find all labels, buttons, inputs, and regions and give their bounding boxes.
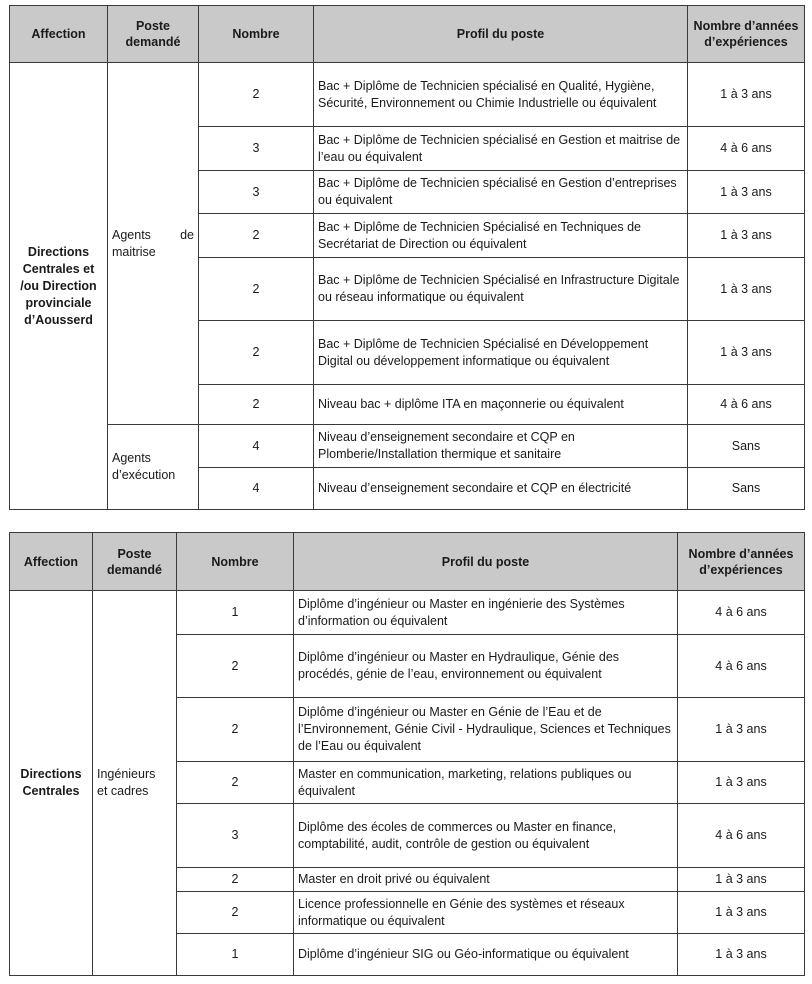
- experience-cell: 1 à 3 ans: [688, 321, 805, 385]
- profil-cell: Bac + Diplôme de Technicien spécialisé en Qualité, Hygiène, Sécurité, Environnement ou Chimie Industrielle ou équivalent: [314, 63, 688, 127]
- experience-cell: 1 à 3 ans: [678, 698, 805, 762]
- affection-cell: Directions Centrales et /ou Direction provinciale d’Aousserd: [10, 63, 108, 510]
- experience-cell: 1 à 3 ans: [678, 762, 805, 804]
- nombre-cell: 2: [177, 892, 294, 934]
- recruitment-table-2: [9, 532, 805, 976]
- profil-cell: Master en communication, marketing, relations publiques ou équivalent: [294, 762, 678, 804]
- header-nombre: Nombre: [199, 6, 314, 63]
- nombre-cell: 2: [199, 258, 314, 321]
- profil-cell: Niveau bac + diplôme ITA en maçonnerie ou équivalent: [314, 385, 688, 425]
- table-row: [10, 591, 805, 635]
- poste-line: Ingénieurs: [97, 767, 156, 781]
- profil-cell: Master en droit privé ou équivalent: [294, 868, 678, 892]
- profil-cell: Diplôme d’ingénieur ou Master en ingénierie des Systèmes d’information ou équivalent: [294, 591, 678, 635]
- profil-cell: Niveau d’enseignement secondaire et CQP en électricité: [314, 468, 688, 510]
- header-profil: Profil du poste: [294, 533, 678, 591]
- nombre-cell: 2: [199, 214, 314, 258]
- profil-cell: Licence professionnelle en Génie des systèmes et réseaux informatique ou équivalent: [294, 892, 678, 934]
- table-header-row: [10, 6, 805, 63]
- poste-line: et cadres: [97, 784, 149, 798]
- nombre-cell: 3: [199, 127, 314, 171]
- header-experience: Nombre d’années d’expériences: [678, 533, 805, 591]
- nombre-cell: 2: [177, 698, 294, 762]
- experience-cell: 1 à 3 ans: [678, 892, 805, 934]
- poste-cell: [93, 591, 177, 976]
- experience-cell: 1 à 3 ans: [688, 63, 805, 127]
- experience-cell: 4 à 6 ans: [688, 127, 805, 171]
- table-row: [10, 425, 805, 468]
- poste-line: Agents de: [112, 227, 194, 242]
- profil-cell: Diplôme d’ingénieur SIG ou Géo-informatique ou équivalent: [294, 934, 678, 976]
- profil-cell: Bac + Diplôme de Technicien spécialisé en Gestion et maitrise de l’eau ou équivalent: [314, 127, 688, 171]
- nombre-cell: 2: [177, 635, 294, 698]
- experience-cell: 4 à 6 ans: [688, 385, 805, 425]
- header-experience: Nombre d’années d’expériences: [688, 6, 805, 63]
- poste-line: maitrise: [112, 244, 156, 259]
- nombre-cell: 4: [199, 468, 314, 510]
- nombre-cell: 3: [177, 804, 294, 868]
- header-affection: Affection: [10, 6, 108, 63]
- poste-cell: [108, 63, 199, 425]
- profil-cell: Bac + Diplôme de Technicien Spécialisé en Infrastructure Digitale ou réseau informatique ou équivalent: [314, 258, 688, 321]
- profil-cell: Niveau d’enseignement secondaire et CQP en Plomberie/Installation thermique et sanitaire: [314, 425, 688, 468]
- experience-cell: 1 à 3 ans: [688, 171, 805, 214]
- header-poste: Poste demandé: [108, 6, 199, 63]
- header-poste: Poste demandé: [93, 533, 177, 591]
- header-affection: Affection: [10, 533, 93, 591]
- experience-cell: 4 à 6 ans: [678, 591, 805, 635]
- experience-cell: 1 à 3 ans: [688, 258, 805, 321]
- affection-cell: Directions Centrales: [10, 591, 93, 976]
- experience-cell: Sans: [688, 468, 805, 510]
- nombre-cell: 1: [177, 591, 294, 635]
- nombre-cell: 2: [199, 321, 314, 385]
- header-profil: Profil du poste: [314, 6, 688, 63]
- profil-cell: Bac + Diplôme de Technicien Spécialisé en Développement Digital ou développement informatique ou équivalent: [314, 321, 688, 385]
- profil-cell: Bac + Diplôme de Technicien Spécialisé en Techniques de Secrétariat de Direction ou équivalent: [314, 214, 688, 258]
- nombre-cell: 2: [199, 63, 314, 127]
- nombre-cell: 4: [199, 425, 314, 468]
- profil-cell: Diplôme d’ingénieur ou Master en Hydraulique, Génie des procédés, génie de l’eau, environnement ou équivalent: [294, 635, 678, 698]
- experience-cell: Sans: [688, 425, 805, 468]
- nombre-cell: 2: [177, 762, 294, 804]
- nombre-cell: 1: [177, 934, 294, 976]
- experience-cell: 4 à 6 ans: [678, 804, 805, 868]
- table-row: [10, 63, 805, 127]
- poste-line: Agents: [112, 451, 151, 465]
- nombre-cell: 3: [199, 171, 314, 214]
- nombre-cell: 2: [177, 868, 294, 892]
- experience-cell: 1 à 3 ans: [678, 934, 805, 976]
- profil-cell: Diplôme des écoles de commerces ou Master en finance, comptabilité, audit, contrôle de gestion ou équivalent: [294, 804, 678, 868]
- nombre-cell: 2: [199, 385, 314, 425]
- poste-cell: [108, 425, 199, 510]
- experience-cell: 1 à 3 ans: [688, 214, 805, 258]
- experience-cell: 1 à 3 ans: [678, 868, 805, 892]
- table-header-row: [10, 533, 805, 591]
- profil-cell: Diplôme d’ingénieur ou Master en Génie de l’Eau et de l’Environnement, Génie Civil - Hydraulique, Sciences et Techniques de l’Eau ou équivalent: [294, 698, 678, 762]
- recruitment-table-1: [9, 5, 805, 510]
- poste-line: d’exécution: [112, 468, 176, 482]
- profil-cell: Bac + Diplôme de Technicien spécialisé en Gestion d’entreprises ou équivalent: [314, 171, 688, 214]
- experience-cell: 4 à 6 ans: [678, 635, 805, 698]
- header-nombre: Nombre: [177, 533, 294, 591]
